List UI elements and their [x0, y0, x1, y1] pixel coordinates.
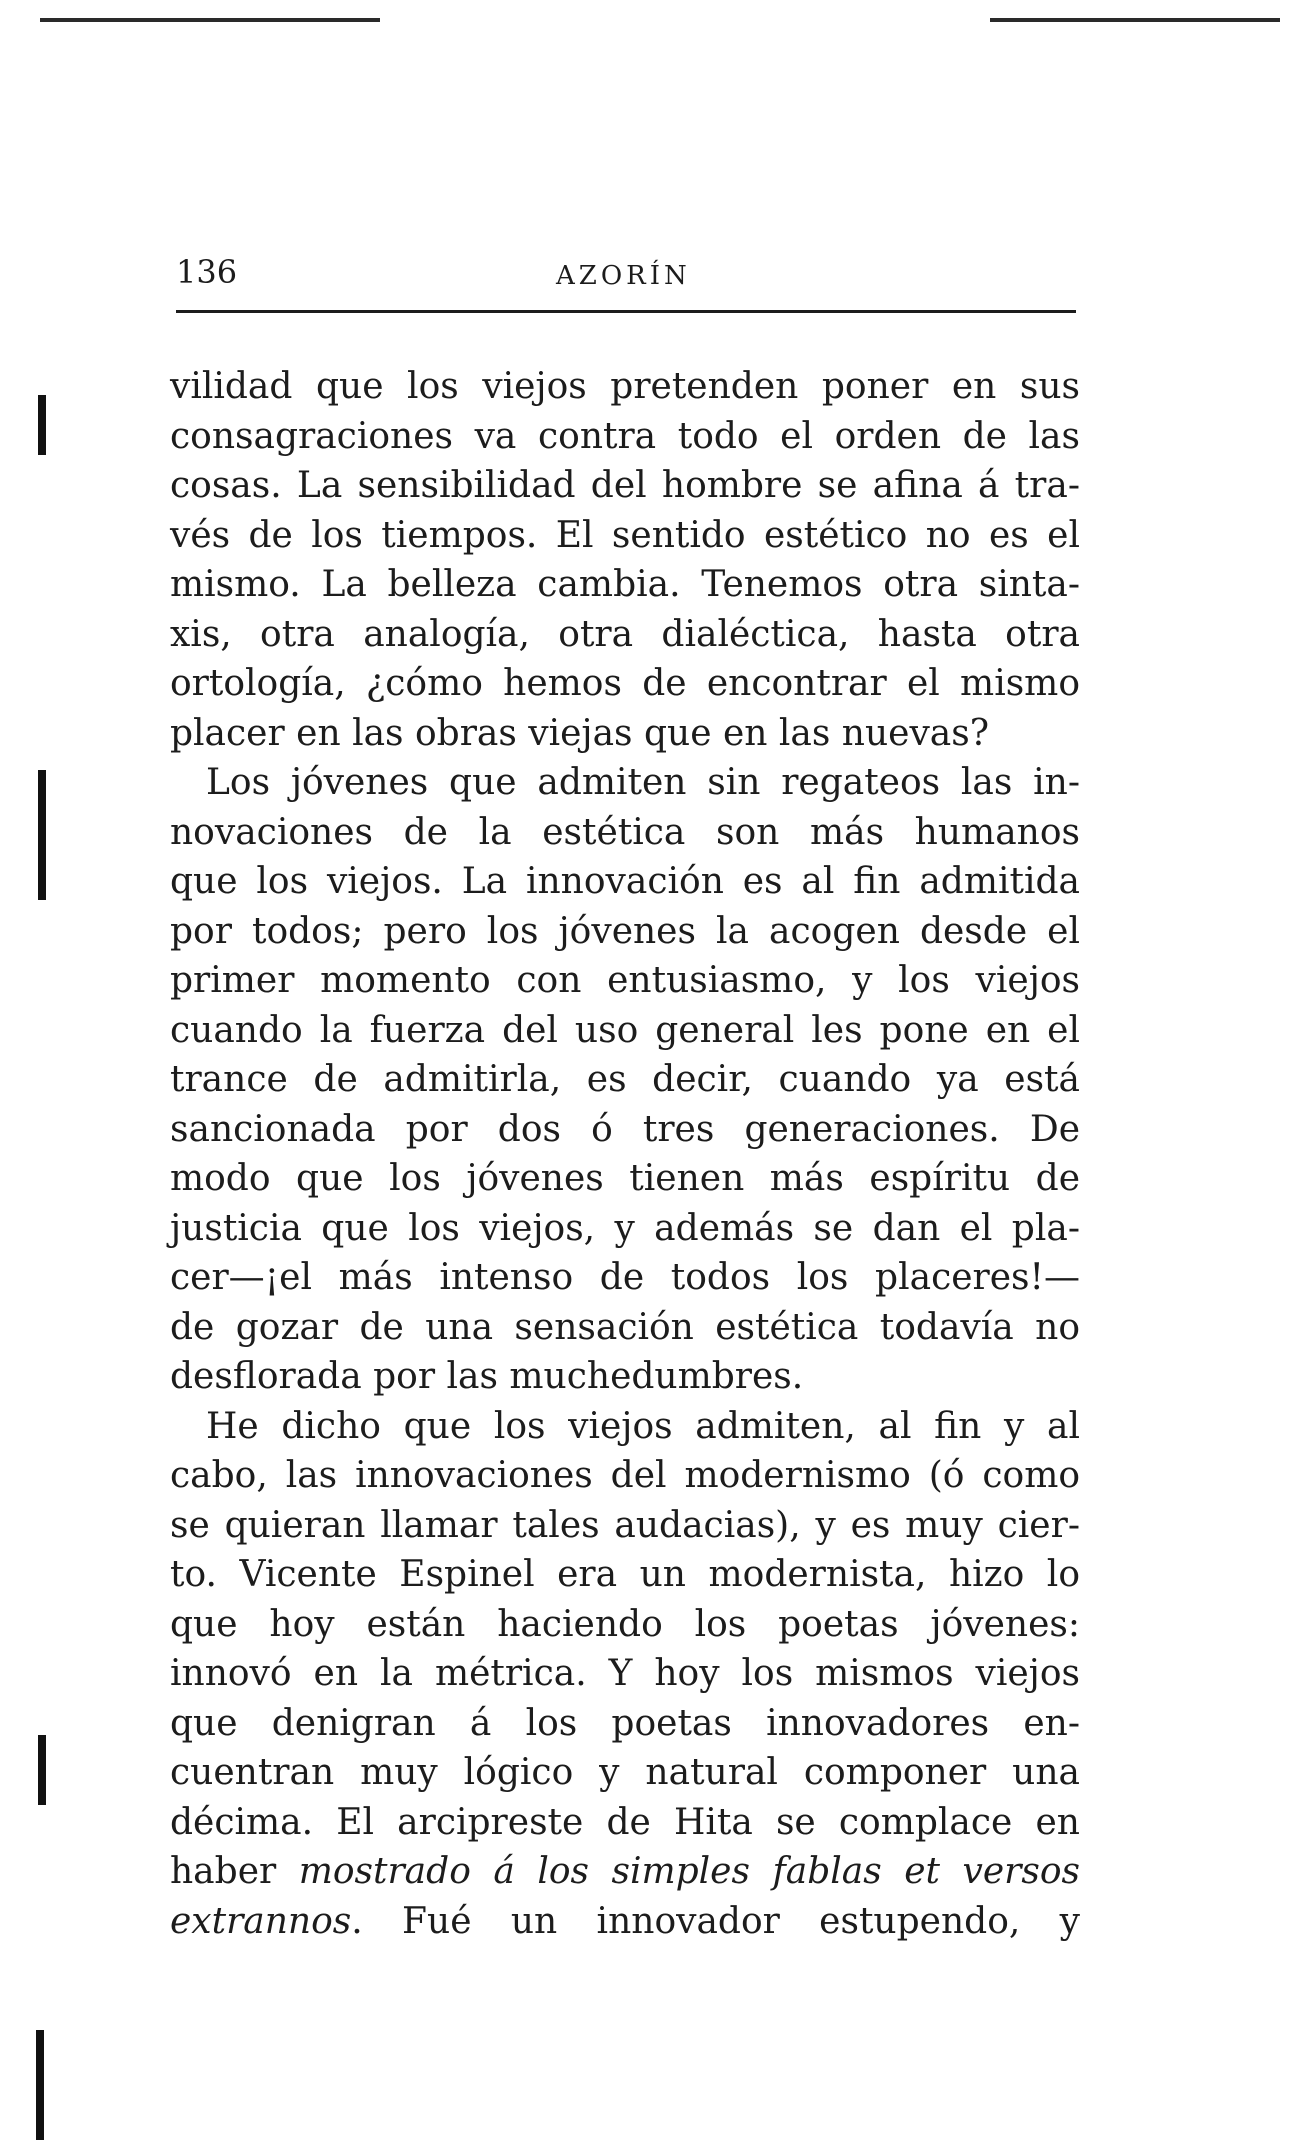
plain-text: haber: [170, 1851, 299, 1892]
text-line: mismo. La belleza cambia. Tenemos otra sinta-: [170, 564, 1080, 605]
text-line: por todos; pero los jóvenes la acogen desde el: [170, 910, 1080, 952]
paragraph-start-line: Los jóvenes que admiten sin regateos las in-: [206, 762, 1080, 803]
text-line: cabo, las innovaciones del modernismo (ó como: [170, 1455, 1080, 1496]
text-line: consagraciones va contra todo el orden de las: [170, 415, 1080, 457]
page-number: 136: [176, 253, 238, 291]
binding-mark: [38, 770, 46, 900]
text-line: novaciones de la estética son más humanos: [170, 811, 1080, 853]
text-line: xis, otra analogía, otra dialéctica, hasta otra: [170, 613, 1080, 655]
text-line: se quieran llamar tales audacias), y es muy cier-: [170, 1504, 1080, 1546]
text-line: justicia que los viejos, y además se dan el pla-: [170, 1207, 1080, 1249]
text-line: ortología, ¿cómo hemos de encontrar el mismo: [170, 663, 1080, 704]
paragraph-start-line: He dicho que los viejos admiten, al fin y al: [206, 1405, 1080, 1447]
scan-edge-rule-right: [990, 18, 1280, 22]
text-line-with-italic: [170, 1897, 1080, 1947]
text-line: cuentran muy lógico y natural componer una: [170, 1752, 1080, 1793]
plain-text: . Fué un innovador estupendo, y: [351, 1900, 1080, 1942]
italic-quote: mostrado á los simples fablas et versos: [298, 1851, 1081, 1892]
text-line: trance de admitirla, es decir, cuando ya está: [170, 1059, 1080, 1100]
text-line: de gozar de una sensación estética todavía no: [170, 1306, 1080, 1348]
body-text: [170, 362, 1080, 1946]
text-line: primer momento con entusiasmo, y los viejos: [170, 960, 1080, 1001]
text-line: modo que los jóvenes tienen más espíritu de: [170, 1158, 1080, 1199]
header-rule: [176, 310, 1076, 313]
text-line: décima. El arcipreste de Hita se complace en: [170, 1801, 1080, 1843]
text-line: cosas. La sensibilidad del hombre se afina á tra-: [170, 465, 1080, 506]
text-line: innovó en la métrica. Y hoy los mismos viejos: [170, 1653, 1080, 1694]
text-line: vés de los tiempos. El sentido estético no es el: [170, 514, 1080, 556]
italic-quote: extrannos: [170, 1900, 352, 1942]
text-line: to. Vicente Espinel era un modernista, hizo lo: [170, 1554, 1080, 1595]
text-line: vilidad que los viejos pretenden poner en sus: [170, 366, 1080, 407]
text-line-with-italic: [170, 1847, 1080, 1897]
text-line: sancionada por dos ó tres generaciones. De: [170, 1108, 1080, 1150]
binding-mark: [36, 2030, 44, 2140]
scan-edge-rule-left: [40, 18, 380, 22]
running-head: AZORÍN: [556, 261, 691, 291]
text-line: placer en las obras viejas que en las nuevas?: [170, 712, 990, 754]
binding-mark: [38, 395, 46, 455]
text-line: que denigran á los poetas innovadores en-: [170, 1702, 1080, 1744]
text-line: desflorada por las muchedumbres.: [170, 1356, 804, 1397]
text-line: cuando la fuerza del uso general les pone en el: [170, 1009, 1080, 1051]
binding-mark: [38, 1735, 46, 1805]
text-line: cer—¡el más intenso de todos los placeres!—: [170, 1257, 1080, 1298]
text-line: que los viejos. La innovación es al fin admitida: [170, 861, 1080, 902]
text-line: que hoy están haciendo los poetas jóvenes:: [170, 1603, 1080, 1645]
page-header: [176, 252, 1076, 300]
